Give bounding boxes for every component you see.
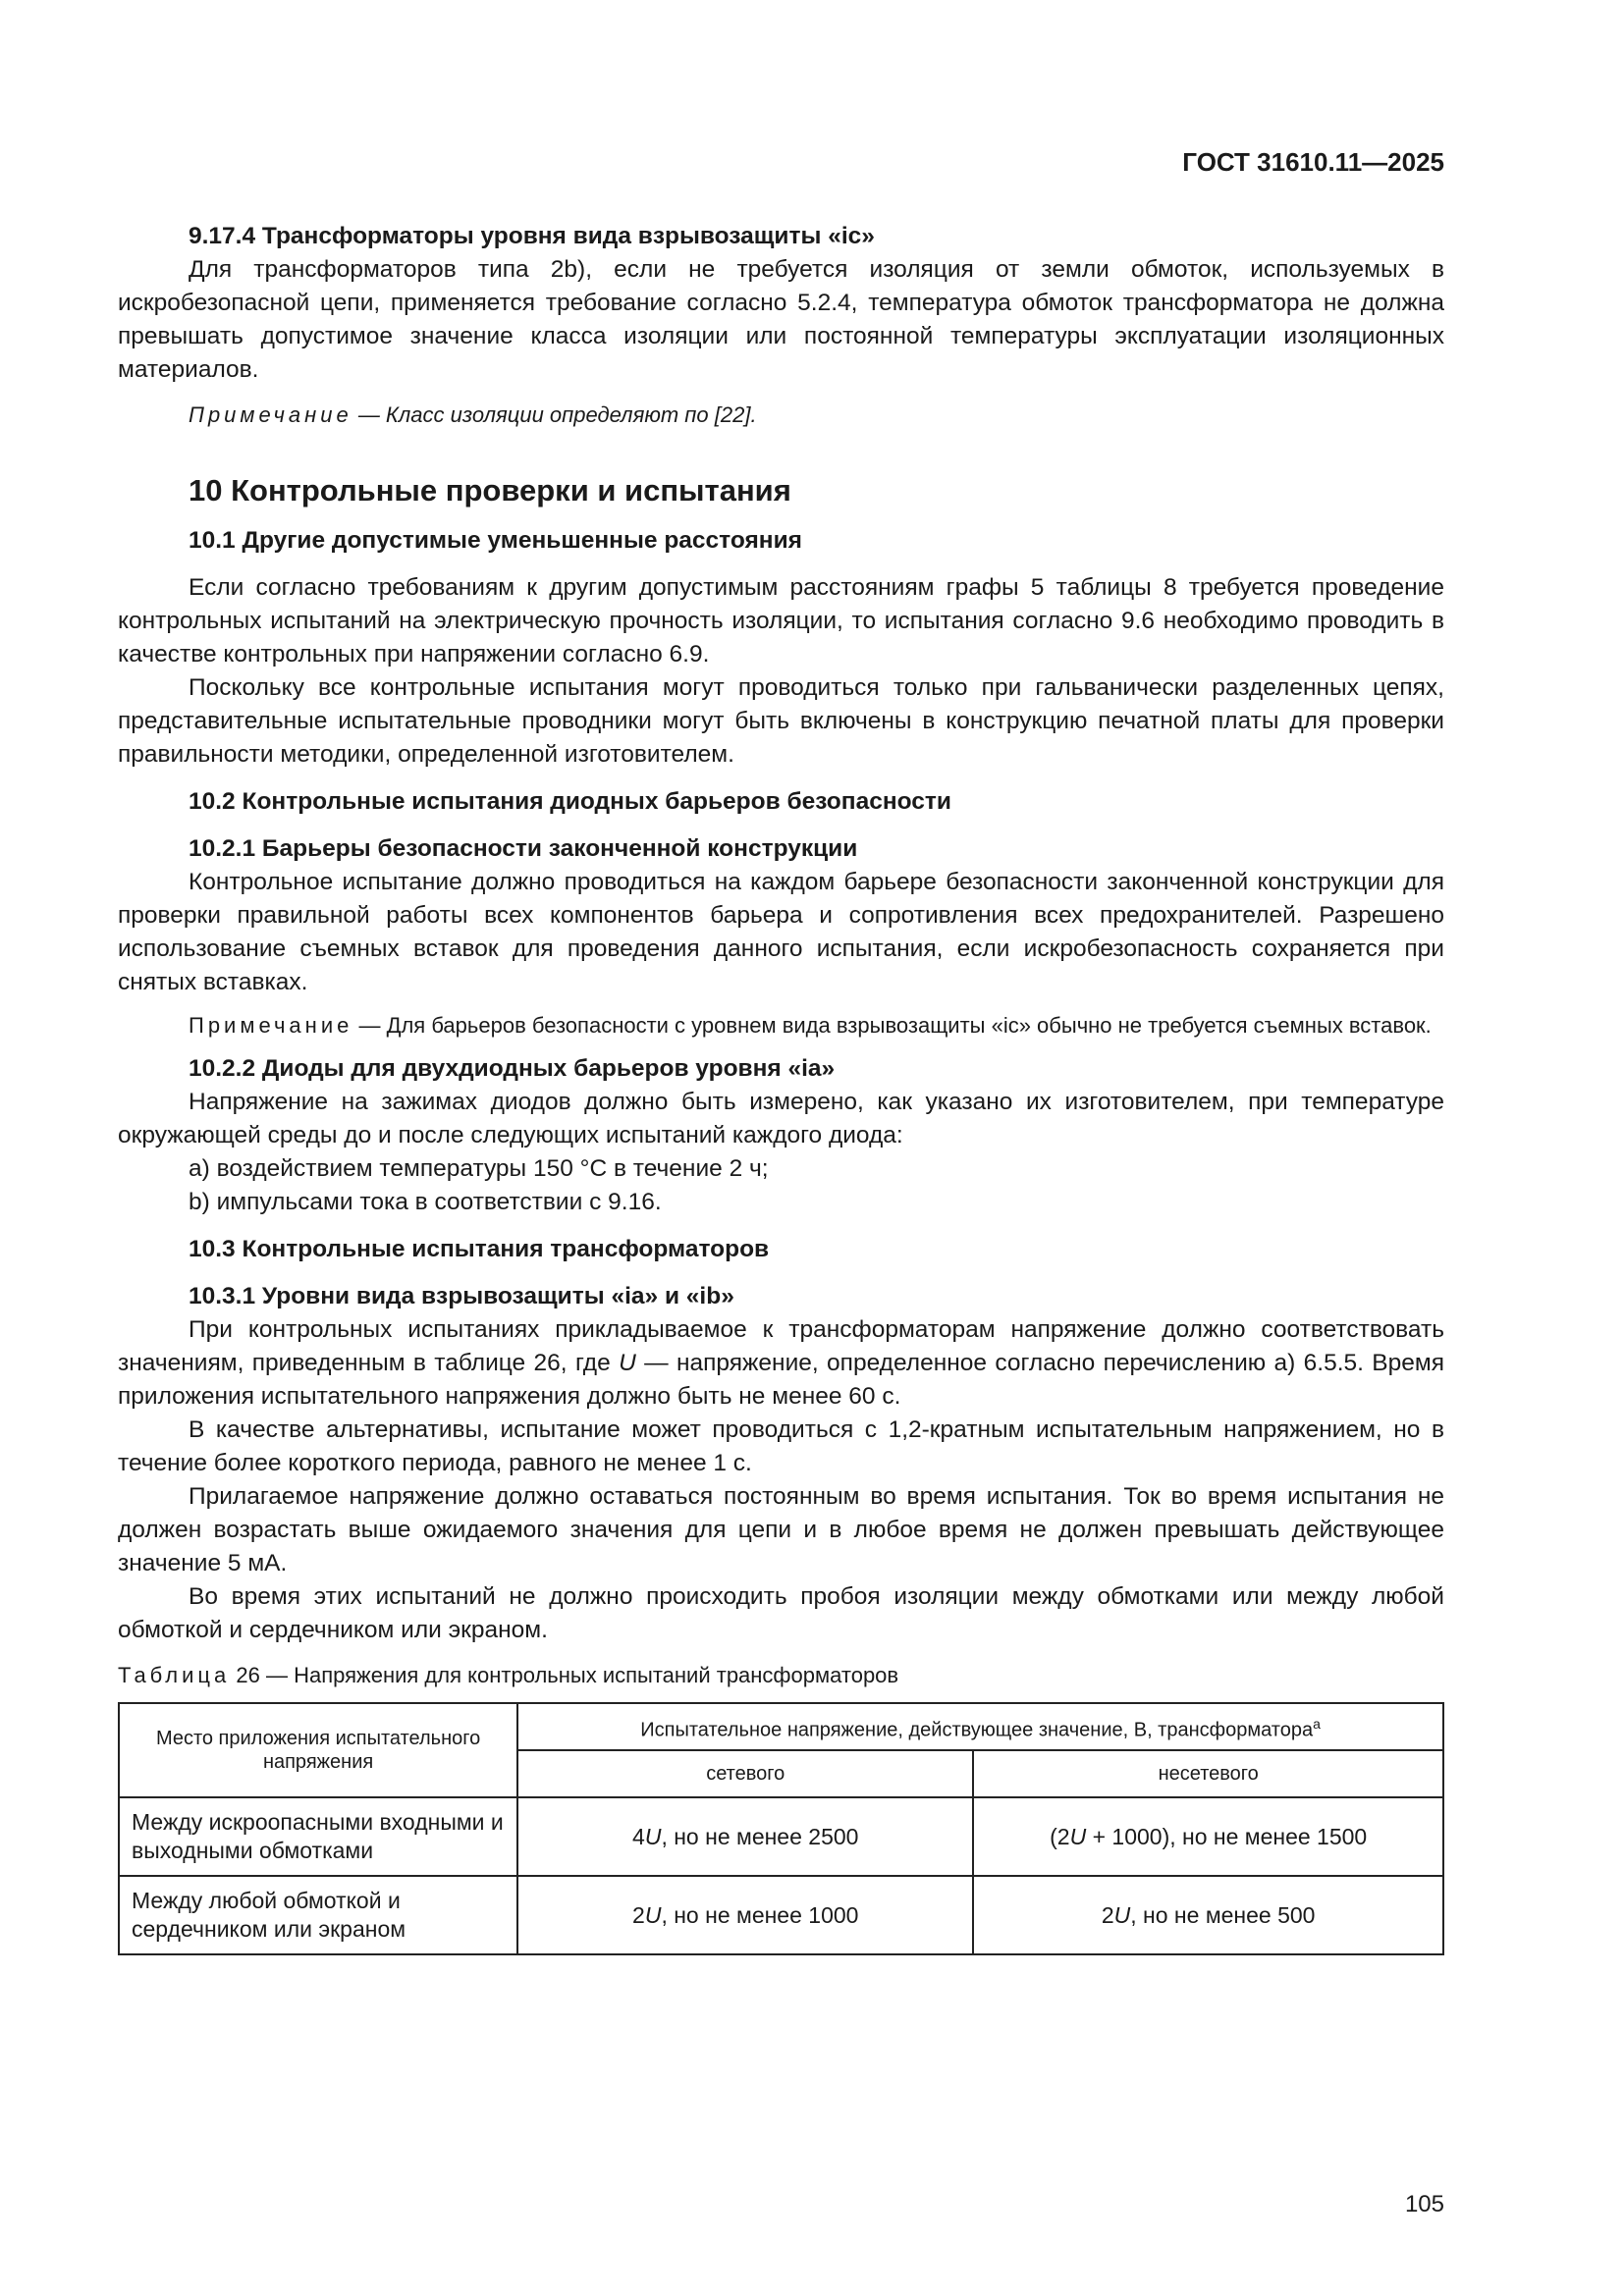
- section-10-3-1-title: 10.3.1 Уровни вида взрывозащиты «ia» и «ib»: [189, 1283, 734, 1309]
- note-label: Примечание: [189, 402, 352, 427]
- table-caption: Таблица 26 — Напряжения для контрольных испытаний трансформаторов: [118, 1663, 899, 1687]
- section-10-3-1-p1: При контрольных испытаниях прикладываемое к трансформаторам напряжение должно соответствовать значениям, приведенным в таблице 26, где U — напряжение, определенное согласно перечислению а) 6.5.5. Время приложения испытательного напряжения должно быть не менее 60 с.: [118, 1316, 1445, 1410]
- section-10-3-1-p2: В качестве альтернативы, испытание может проводиться с 1,2-кратным испытательным напряжением, но в течение более короткого периода, равного не менее 1 с.: [118, 1416, 1444, 1476]
- table-cell-nonmains: (2U + 1000), но не менее 1500: [973, 1797, 1443, 1876]
- page-content: [118, 220, 1444, 1955]
- section-10-2-2-title: 10.2.2 Диоды для двухдиодных барьеров уровня «ia»: [189, 1055, 836, 1082]
- table-row: [119, 1797, 1443, 1876]
- list-item: b) импульсами тока в соответствии с 9.16.: [189, 1189, 662, 1215]
- note-label: Примечание: [189, 1013, 353, 1038]
- note-9-17-4: [118, 400, 1444, 430]
- section-10-3-1-p3: Прилагаемое напряжение должно оставаться постоянным во время испытания. Ток во время испытания не должен возрастать выше ожидаемого значения для цепи и в любое время не должен превышать действующее значение 5 мА.: [118, 1483, 1444, 1576]
- page-number: 105: [1404, 2191, 1444, 2217]
- table-header-voltage: Испытательное напряжение, действующее значение, В, трансформатора$^a$: [517, 1703, 1443, 1750]
- section-10-1-title: 10.1 Другие допустимые уменьшенные расстояния: [189, 527, 802, 554]
- section-10-3-1-p4: Во время этих испытаний не должно происходить пробоя изоляции между обмотками или между любой обмоткой и сердечником или экраном.: [118, 1583, 1444, 1643]
- section-10-2-2-p1: Напряжение на зажимах диодов должно быть измерено, как указано их изготовителем, при температуре окружающей среды до и после следующих испытаний каждого диода:: [118, 1089, 1444, 1148]
- note-text: — Класс изоляции определяют по [22].: [352, 402, 757, 427]
- section-10-2-title: 10.2 Контрольные испытания диодных барьеров безопасности: [189, 788, 951, 815]
- note-10-2-1: [118, 1011, 1444, 1041]
- table-header-mains: сетевого: [517, 1750, 973, 1797]
- section-9-17-4-title: 9.17.4 Трансформаторы уровня вида взрывозащиты «ic»: [189, 223, 875, 249]
- list-item: a) воздействием температуры 150 °C в течение 2 ч;: [189, 1155, 769, 1182]
- table-header-place: Место приложения испытательного напряжения: [119, 1703, 517, 1797]
- table-cell-place: Между любой обмоткой и сердечником или экраном: [119, 1876, 517, 1954]
- table-row: [119, 1876, 1443, 1954]
- section-10-1-p1: Если согласно требованиям к другим допустимым расстояниям графы 5 таблицы 8 требуется проведение контрольных испытаний на электрическую прочность изоляции, то испытания согласно 9.6 необходимо проводить в качестве контрольных при напряжении согласно 6.9.: [118, 574, 1444, 667]
- note-text: — Для барьеров безопасности с уровнем вида взрывозащиты «ic» обычно не требуется съемных вставок.: [352, 1013, 1432, 1038]
- table-cell-nonmains: 2U, но не менее 500: [973, 1876, 1443, 1954]
- section-10-2-1-title: 10.2.1 Барьеры безопасности законченной конструкции: [189, 835, 858, 862]
- table-cell-mains: 2U, но не менее 1000: [517, 1876, 973, 1954]
- table-header-nonmains: несетевого: [973, 1750, 1443, 1797]
- section-10-2-1-p1: Контрольное испытание должно проводиться на каждом барьере безопасности законченной конструкции для проверки правильной работы всех компонентов барьера и сопротивления всех предохранителей. Разрешено использование съемных вставок для проведения данного испытания, если искробезопасность сохраняется при снятых вставках.: [118, 869, 1444, 995]
- document-id: ГОСТ 31610.11—2025: [1182, 147, 1444, 177]
- table-26: [118, 1702, 1444, 1955]
- section-10-title: 10 Контрольные проверки и испытания: [189, 473, 791, 507]
- section-9-17-4-text: Для трансформаторов типа 2b), если не требуется изоляция от земли обмоток, используемых в искробезопасной цепи, применяется требование согласно 5.2.4, температура обмоток трансформатора не должна превышать допустимое значение класса изоляции или постоянной температуры эксплуатации изоляционных материалов.: [118, 256, 1444, 383]
- table-cell-place: Между искроопасными входными и выходными обмотками: [119, 1797, 517, 1876]
- section-10-3-title: 10.3 Контрольные испытания трансформаторов: [189, 1236, 770, 1262]
- table-cell-mains: 4U, но не менее 2500: [517, 1797, 973, 1876]
- section-10-1-p2: Поскольку все контрольные испытания могут проводиться только при гальванически разделенных цепях, представительные испытательные проводники могут быть включены в конструкцию печатной платы для проверки правильности методики, определенной изготовителем.: [118, 674, 1444, 768]
